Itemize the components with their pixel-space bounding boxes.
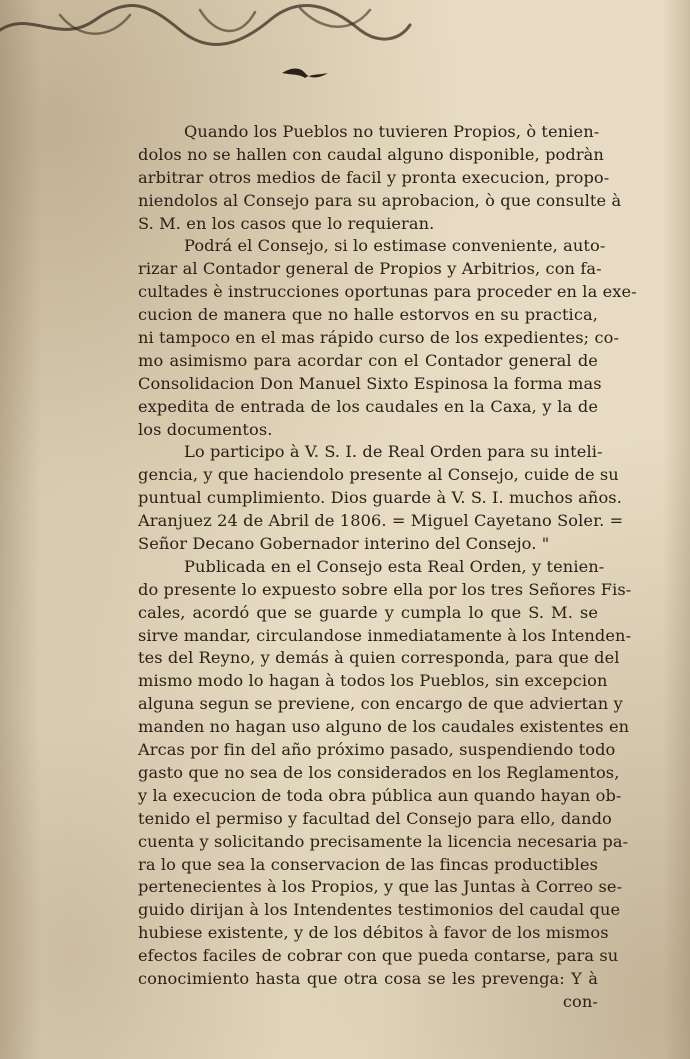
text-line: rizar al Contador general de Propios y Arbitrios, con fa- (138, 259, 602, 279)
text-line: ni tampoco en el mas rápido curso de los expedientes; co- (138, 328, 620, 348)
text-line: Publicada en el Consejo esta Real Orden, y tenien- (184, 556, 605, 576)
text-line: alguna segun se previene, con encargo de que adviertan y (138, 694, 623, 714)
text-line: ra lo que sea la conservacion de las fincas productibles (138, 854, 598, 874)
text-line: conocimiento hasta que otra cosa se les prevenga: Y à (138, 968, 598, 988)
text-line: puntual cumplimiento. Dios guarde à V. S. I. muchos años. (138, 488, 622, 508)
text-line: do presente lo expuesto sobre ella por los tres Señores Fis- (138, 579, 632, 599)
text-line: pertenecientes à los Propios, y que las Juntas à Correo se- (138, 877, 623, 897)
text-line: efectos faciles de cobrar con que pueda contarse, para su (138, 946, 619, 966)
text-line: S. M. en los casos que lo requieran. (138, 213, 435, 233)
text-line: gencia, y que haciendolo presente al Consejo, cuide de su (138, 465, 619, 485)
text-line: guido dirijan à los Intendentes testimonios del caudal que (138, 900, 621, 920)
text-line: Quando los Pueblos no tuvieren Propios, ò tenien- (184, 122, 600, 141)
text-line: y la execucion de toda obra pública aun quando hayan ob- (138, 785, 622, 805)
text-line: dolos no se hallen con caudal alguno disponible, podràn (138, 144, 604, 164)
text-line: expedita de entrada de los caudales en la Caxa, y la de (138, 396, 598, 416)
text-line: cales, acordó que se guarde y cumpla lo que S. M. se (138, 602, 598, 622)
text-line: cultades è instrucciones oportunas para proceder en la exe- (138, 282, 637, 302)
text-line: gasto que no sea de los considerados en los Reglamentos, (138, 762, 620, 782)
ornament-dash (280, 64, 330, 82)
text-line: Consolidacion Don Manuel Sixto Espinosa la forma mas (138, 373, 602, 393)
text-line: cuenta y solicitando precisamente la licencia necesaria pa- (138, 831, 629, 851)
text-line: Lo participo à V. S. I. de Real Orden para su inteli- (184, 442, 603, 462)
text-line: mo asimismo para acordar con el Contador general de (138, 350, 598, 370)
document-body (138, 121, 637, 1014)
text-line: hubiese existente, y de los débitos à favor de los mismos (138, 923, 609, 943)
text-line: Señor Decano Gobernador interino del Consejo. " (138, 534, 550, 554)
text-line: tenido el permiso y facultad del Consejo para ello, dando (138, 808, 612, 828)
handwritten-scrawl (0, 0, 420, 60)
text-line: Aranjuez 24 de Abril de 1806. = Miguel Cayetano Soler. = (138, 511, 624, 531)
text-line: los documentos. (138, 419, 273, 439)
text-line: manden no hagan uso alguno de los caudales existentes en (138, 717, 630, 737)
text-line: sirve mandar, circulandose inmediatamente à los Intenden- (138, 625, 632, 645)
text-line: Podrá el Consejo, si lo estimase conveniente, auto- (184, 236, 606, 256)
text-line: tes del Reyno, y demás à quien corresponda, para que del (138, 648, 620, 668)
catchword: con- (562, 991, 598, 1011)
text-line: arbitrar otros medios de facil y pronta execucion, propo- (138, 167, 610, 187)
text-line: Arcas por fin del año próximo pasado, suspendiendo todo (138, 740, 616, 760)
text-line: mismo modo lo hagan à todos los Pueblos, sin excepcion (138, 671, 608, 691)
text-line: niendolos al Consejo para su aprobacion, ò que consulte à (138, 190, 622, 210)
text-line: cucion de manera que no halle estorvos en su practica, (138, 305, 598, 325)
